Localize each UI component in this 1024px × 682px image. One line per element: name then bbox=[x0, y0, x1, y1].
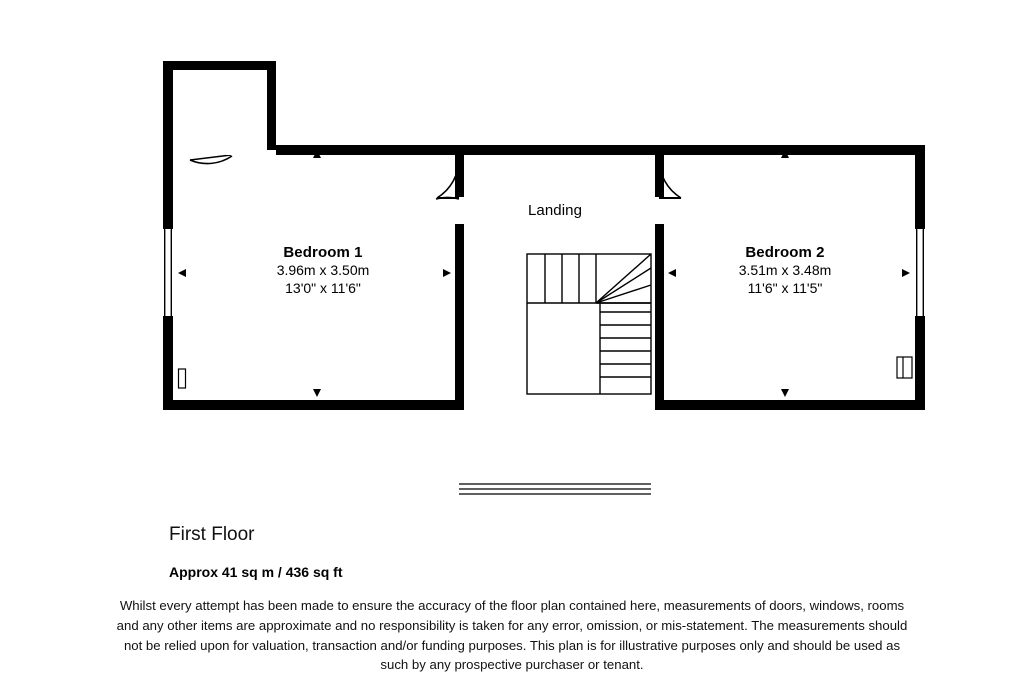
wall-bottom-left bbox=[163, 400, 456, 410]
room-name-bedroom-2: Bedroom 2 bbox=[745, 244, 825, 261]
room-dim-metric-bedroom-2: 3.51m x 3.48m bbox=[738, 262, 832, 279]
wall-internal-right-upper bbox=[655, 145, 664, 197]
radiator-left bbox=[179, 369, 186, 388]
disclaimer-text: Whilst every attempt has been made to ensure the accuracy of the floor plan contained here, measurements of doors, windows, rooms and any other items are approximate and no responsibility is taken for any error, omission, or mis-statement. The measurements should not be relied upon for valuation, transaction and/or funding purposes. This plan is for illustrative purposes only and should be used as such by any prospective purchaser or tenant. bbox=[116, 598, 908, 673]
wall-upper-top bbox=[163, 61, 276, 70]
wall-top-right bbox=[455, 145, 925, 155]
arrow-down-bedroom-2 bbox=[781, 389, 789, 397]
stairwell-opening bbox=[459, 484, 651, 494]
radiators bbox=[179, 357, 913, 388]
staircase bbox=[527, 254, 651, 394]
wall-bottom-right bbox=[655, 400, 925, 410]
door-swings bbox=[190, 150, 681, 199]
arrow-left-bedroom-1 bbox=[178, 269, 186, 277]
walls bbox=[163, 61, 925, 410]
wall-upper-left bbox=[163, 61, 173, 162]
room-label-bedroom-1 bbox=[198, 243, 448, 298]
radiator-right bbox=[897, 357, 912, 378]
arrow-down-bedroom-1 bbox=[313, 389, 321, 397]
room-name-bedroom-1: Bedroom 1 bbox=[283, 244, 363, 261]
room-dim-imperial-bedroom-2: 11'6" x 11'5" bbox=[747, 280, 823, 297]
room-dim-metric-bedroom-1: 3.96m x 3.50m bbox=[276, 262, 370, 279]
room-label-landing: Landing bbox=[527, 202, 583, 219]
wall-internal-left-upper bbox=[455, 145, 464, 197]
page-title: First Floor bbox=[169, 524, 255, 545]
wall-top-left bbox=[267, 145, 463, 155]
wall-upper-right bbox=[267, 61, 276, 153]
wall-internal-left-lower bbox=[455, 224, 464, 410]
floor-area-text: Approx 41 sq m / 436 sq ft bbox=[169, 564, 343, 580]
room-label-bedroom-2 bbox=[660, 243, 910, 298]
room-dim-imperial-bedroom-1: 13'0" x 11'6" bbox=[285, 280, 361, 297]
